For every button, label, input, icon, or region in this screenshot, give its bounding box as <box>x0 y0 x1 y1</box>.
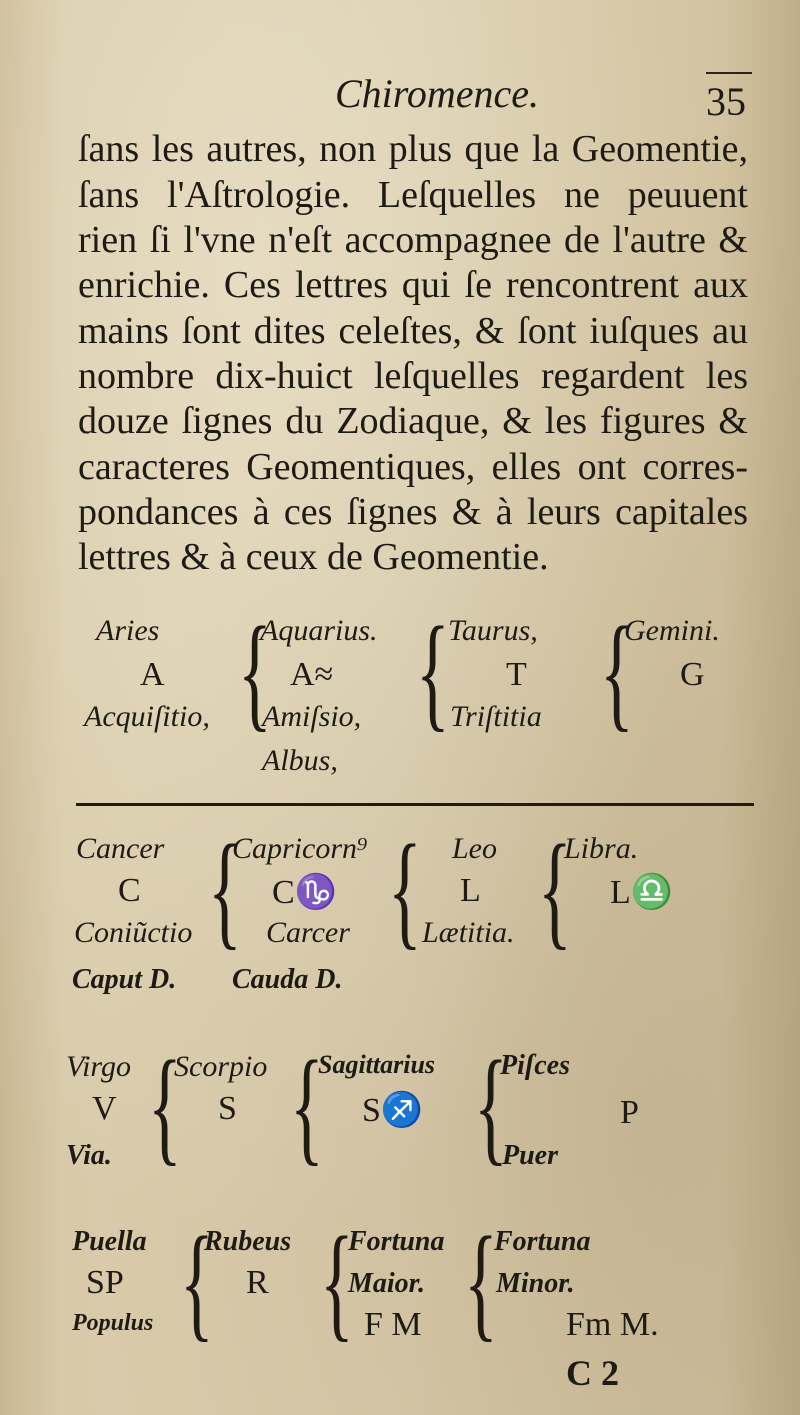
label-cancer: Cancer <box>76 832 165 865</box>
letter-p: P <box>620 1094 639 1131</box>
label-albus: Albus, <box>262 744 338 777</box>
label-tristitia: Triſtitia <box>450 700 542 733</box>
label-scorpio: Scorpio <box>174 1050 268 1083</box>
brace: { <box>148 1035 182 1177</box>
label-via: Via. <box>66 1140 112 1171</box>
page-number: 35 <box>706 79 746 124</box>
label-fortuna-maior: Fortuna <box>348 1226 445 1257</box>
label-libra: Libra. <box>564 832 639 865</box>
letter-l-libra: L♎ <box>610 874 674 911</box>
body-line: nombre dix-huict leſquelles regardent les <box>78 355 748 397</box>
label-leo: Leo <box>452 832 497 865</box>
brace: { <box>538 819 572 961</box>
label-coniunctio: Coniũctio <box>74 916 193 949</box>
label-aquarius: Aquarius. <box>260 614 378 647</box>
body-line: lettres & à ceux de Geomentie. <box>78 536 549 578</box>
label-amissio: Amiſsio, <box>262 700 362 733</box>
brace: { <box>290 1035 324 1177</box>
label-cauda: Cauda D. <box>232 964 343 995</box>
label-minor: Minor. <box>496 1268 575 1299</box>
label-populus: Populus <box>72 1310 154 1336</box>
label-puella: Puella <box>72 1226 147 1257</box>
label-maior: Maior. <box>348 1268 426 1299</box>
letter-a: A <box>140 656 165 693</box>
brace: { <box>464 1211 498 1353</box>
brace: { <box>600 601 634 743</box>
letter-r: R <box>246 1264 269 1301</box>
brace: { <box>320 1211 354 1353</box>
label-taurus: Taurus, <box>448 614 538 647</box>
brace: { <box>180 1211 214 1353</box>
label-gemini: Gemini. <box>624 614 720 647</box>
brace: { <box>208 819 242 961</box>
body-line: pondances à ces ſignes & à leurs capitales <box>78 491 748 533</box>
body-line: rien ſi l'vne n'eſt accompagnee de l'autre & <box>78 219 748 261</box>
label-caput: Caput D. <box>72 964 177 995</box>
body-line: ſans l'Aſtrologie. Leſquelles ne peuuent <box>78 174 748 216</box>
body-line: caracteres Geomentiques, elles ont corres- <box>78 446 748 488</box>
label-capricorn: Capricorn⁹ <box>232 832 368 865</box>
letter-a-aquarius: A≈ <box>290 656 334 693</box>
body-line: mains ſont dites celeſtes, & ſont iuſques au <box>78 310 748 352</box>
letter-l: L <box>460 872 481 909</box>
letter-c-capricorn: C♑ <box>272 874 338 911</box>
body-line: ſans les autres, non plus que la Geomentie, <box>78 128 748 170</box>
body-line: enrichie. Ces lettres qui ſe rencontrent aux <box>78 264 748 306</box>
letter-v: V <box>92 1090 117 1127</box>
label-aries: Aries <box>96 614 160 647</box>
label-fortuna-minor: Fortuna <box>494 1226 591 1257</box>
label-virgo: Virgo <box>66 1050 131 1083</box>
letter-t: T <box>506 656 527 693</box>
label-carcer: Carcer <box>266 916 350 949</box>
letter-fm: F M <box>364 1306 422 1343</box>
label-acquisitio: Acquiſitio, <box>84 700 210 733</box>
letter-c: C <box>118 872 141 909</box>
separator-rule <box>76 803 754 806</box>
label-sagittarius: Sagittarius <box>318 1050 436 1079</box>
letter-g: G <box>680 656 705 693</box>
brace: { <box>416 601 450 743</box>
brace: { <box>474 1035 508 1177</box>
label-pisces: Piſces <box>500 1050 570 1081</box>
letter-fm-minor: Fm M. <box>566 1306 659 1343</box>
body-line: douze ſignes du Zodiaque, & les figures & <box>78 400 748 442</box>
letter-s-sagittarius: S♐ <box>362 1092 424 1129</box>
signature-mark: C 2 <box>566 1353 619 1393</box>
brace: { <box>388 819 422 961</box>
label-laetitia: Lætitia. <box>422 916 515 949</box>
running-title: Chiromence. <box>335 71 540 116</box>
label-puer: Puer <box>502 1140 558 1171</box>
label-rubeus: Rubeus <box>204 1226 292 1257</box>
letter-sp: SP <box>86 1264 124 1301</box>
letter-s: S <box>218 1090 237 1127</box>
brace: { <box>238 601 272 743</box>
